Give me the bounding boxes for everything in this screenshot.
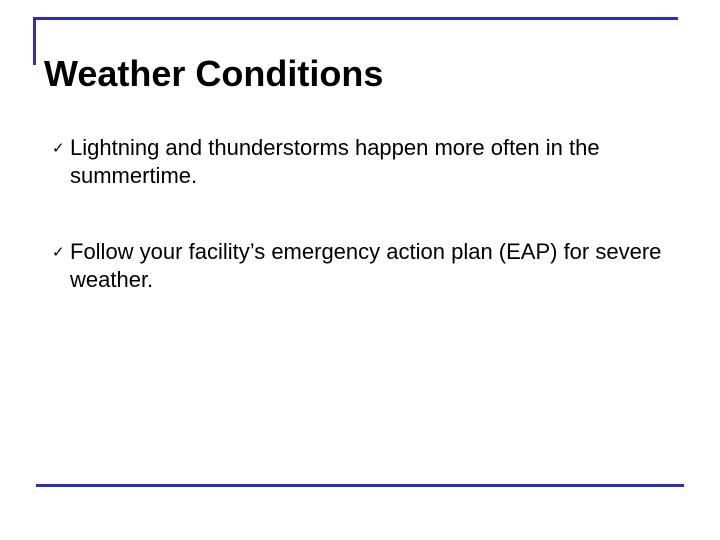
title-frame-left-rule bbox=[33, 17, 36, 65]
check-icon: ✓ bbox=[52, 243, 65, 261]
slide-title: Weather Conditions bbox=[44, 53, 384, 95]
title-frame-top-rule bbox=[33, 17, 678, 20]
bullet-item bbox=[52, 134, 672, 190]
footer-rule bbox=[36, 484, 684, 487]
bullet-list bbox=[52, 134, 672, 342]
bullet-text: Lightning and thunderstorms happen more often in the summertime. bbox=[70, 135, 600, 188]
bullet-text: Follow your facility’s emergency action plan (EAP) for severe weather. bbox=[70, 239, 662, 292]
check-icon: ✓ bbox=[52, 139, 65, 157]
bullet-item bbox=[52, 238, 672, 294]
